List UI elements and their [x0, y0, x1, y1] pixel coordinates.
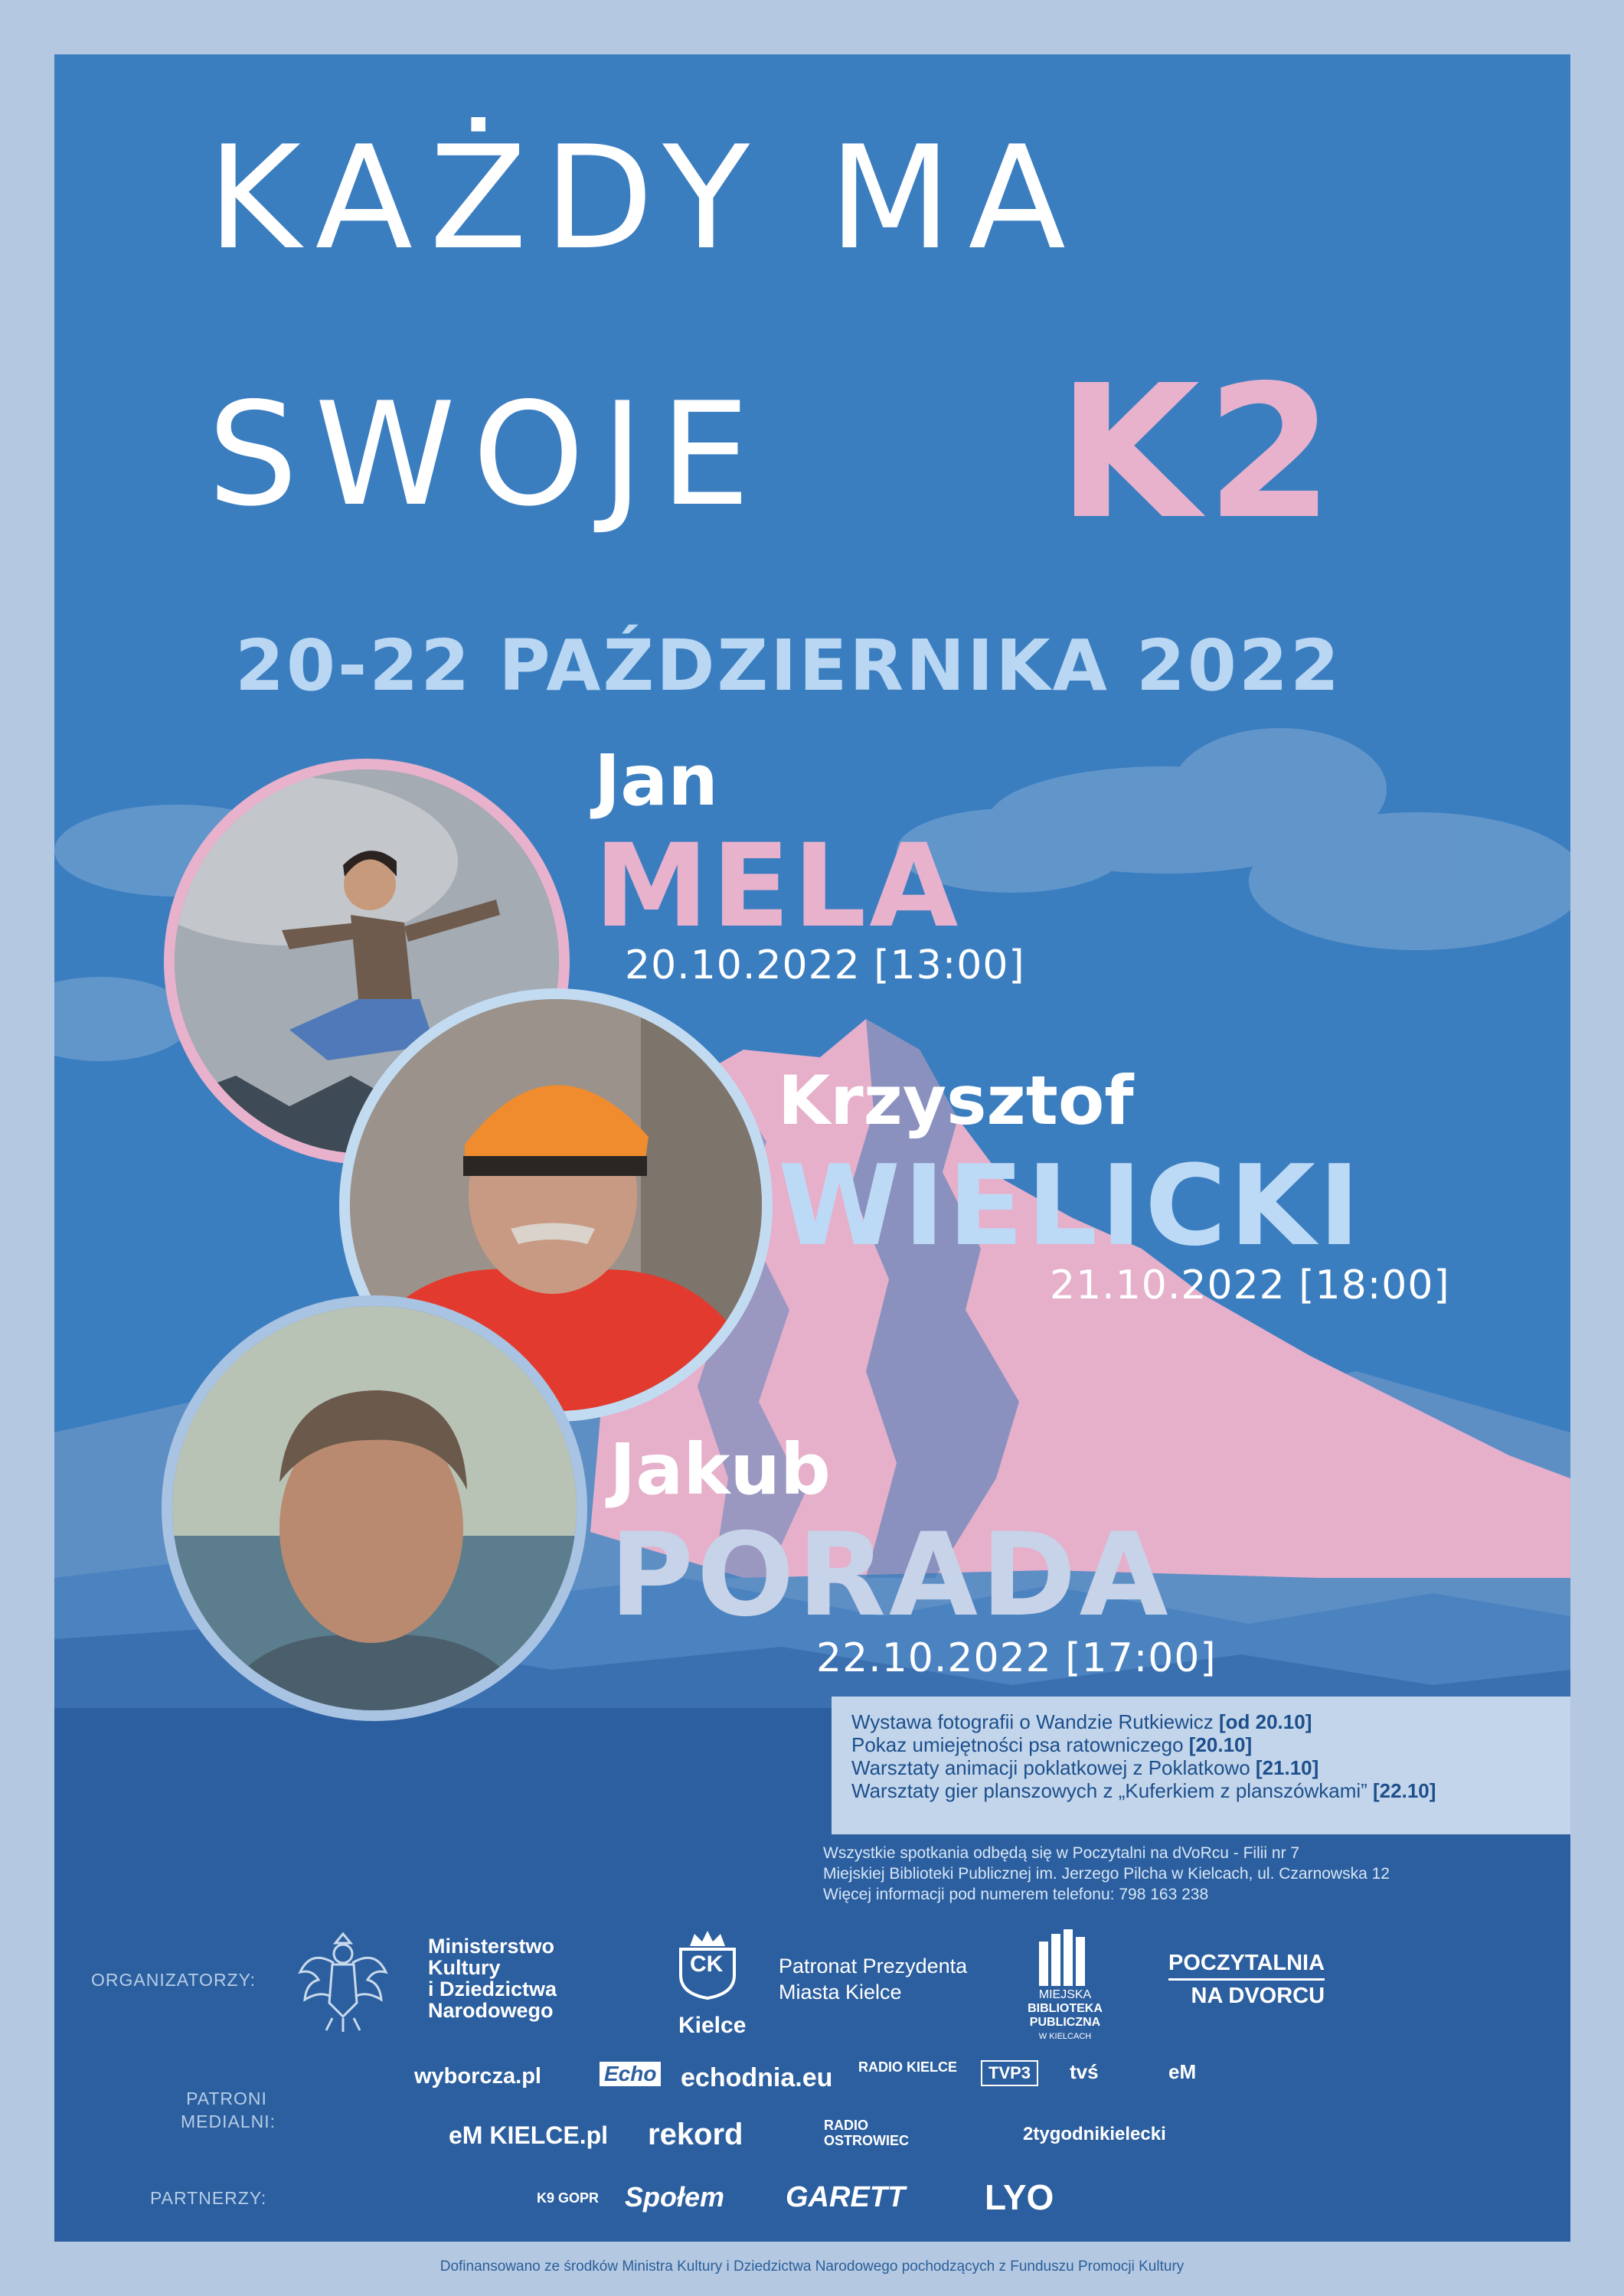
speaker-2-datetime: 21.10.2022 [18:00] [1050, 1262, 1450, 1308]
em-kielce-logo: eM KIELCE.pl [449, 2121, 609, 2149]
title-k2: K2 [1057, 345, 1340, 560]
speaker-3-datetime: 22.10.2022 [17:00] [816, 1635, 1217, 1681]
radio-ostrowiec-logo: RADIO OSTROWIEC [824, 2118, 909, 2148]
speaker-1-last-name: MELA [594, 820, 962, 953]
wyborcza-logo: wyborcza.pl [414, 2064, 541, 2089]
event-item: Wystawa fotografii o Wandzie Rutkiewicz [od 20.10] [851, 1710, 1312, 1733]
garett-logo: GARETT [786, 2181, 906, 2213]
poster [54, 54, 1570, 2242]
venue-info-line: Miejskiej Biblioteki Publicznej im. Jerzego Pilcha w Kielcach, ul. Czarnowska 12 [823, 1865, 1390, 1883]
event-dates-banner: 20-22 PAŹDZIERNIKA 2022 [235, 625, 1341, 707]
tygodnik-kielecki-logo: 2tygodnikielecki [1023, 2124, 1166, 2144]
organizers-label: ORGANIZATORZY: [91, 1970, 257, 1990]
library-books-icon [1034, 1926, 1096, 1987]
rekord-logo: rekord [648, 2118, 743, 2151]
speaker-photo-porada [162, 1295, 587, 1721]
tvp3-logo: TVP3 [981, 2060, 1038, 2086]
speaker-2-first-name: Krzysztof [778, 1061, 1134, 1140]
venue-info-line: Wszystkie spotkania odbędą się w Poczytalni na dVoRcu - Filii nr 7 [823, 1844, 1300, 1862]
kielce-logo-text: Kielce [678, 2013, 747, 2038]
contact-phone-line: Więcej informacji pod numerem telefonu: 798 163 238 [823, 1886, 1209, 1903]
title-line-1: KAŻDY MA [207, 115, 1083, 281]
speaker-1-datetime: 20.10.2022 [13:00] [625, 942, 1025, 988]
speaker-3-first-name: Jakub [609, 1429, 831, 1511]
media-patrons-label: PATRONI MEDIALNI: [181, 2089, 276, 2131]
kielce-crest-letters: CK [690, 1951, 724, 1977]
echo-logo: Echo [600, 2062, 661, 2086]
event-item: Warsztaty animacji poklatkowej z Poklatkowo [21.10] [851, 1756, 1319, 1779]
event-item: Warsztaty gier planszowych z „Kuferkiem z planszówkami” [22.10] [851, 1779, 1436, 1802]
venue-info [823, 1843, 1390, 1905]
man-portrait-image [172, 1306, 577, 1710]
echodnia-logo: echodnia.eu [681, 2063, 833, 2092]
president-patronage-text: Patronat Prezydenta Miasta Kielce [779, 1955, 968, 2004]
poczytalnia-logo: POCZYTALNIA NA DVORCU [1168, 1948, 1325, 2011]
spolem-logo: Społem [625, 2181, 725, 2213]
ministry-logo-text: Ministerstwo Kultury i Dziedzictwa Narodowego [428, 1935, 557, 2022]
speaker-2-last-name: WIELICKI [778, 1141, 1364, 1271]
lyo-logo: LYO [985, 2177, 1054, 2217]
side-events-box [832, 1697, 1570, 1834]
tvs-logo: tvś [1070, 2060, 1099, 2083]
speaker-3-last-name: PORADA [609, 1509, 1171, 1642]
radio-kielce-logo: RADIO KIELCE [858, 2059, 958, 2075]
speaker-1-first-name: Jan [594, 740, 718, 821]
funding-footer: Dofinansowano ze środków Ministra Kultury i Dziedzictwa Narodowego pochodzących z Funduszu Promocji Kultury [439, 2258, 1185, 2275]
eagle-emblem-icon [296, 1926, 391, 2033]
event-item: Pokaz umiejętności psa ratowniczego [20.10] [851, 1733, 1253, 1756]
title-line-2: SWOJE [207, 371, 767, 537]
partners-label: PARTNERZY: [150, 2188, 267, 2208]
library-logo-text: MIEJSKA BIBLIOTEKA PUBLICZNA W KIELCACH [1028, 1988, 1103, 2041]
k9-gopr-logo: K9 GOPR [537, 2190, 600, 2206]
em-logo: eM [1168, 2060, 1197, 2083]
